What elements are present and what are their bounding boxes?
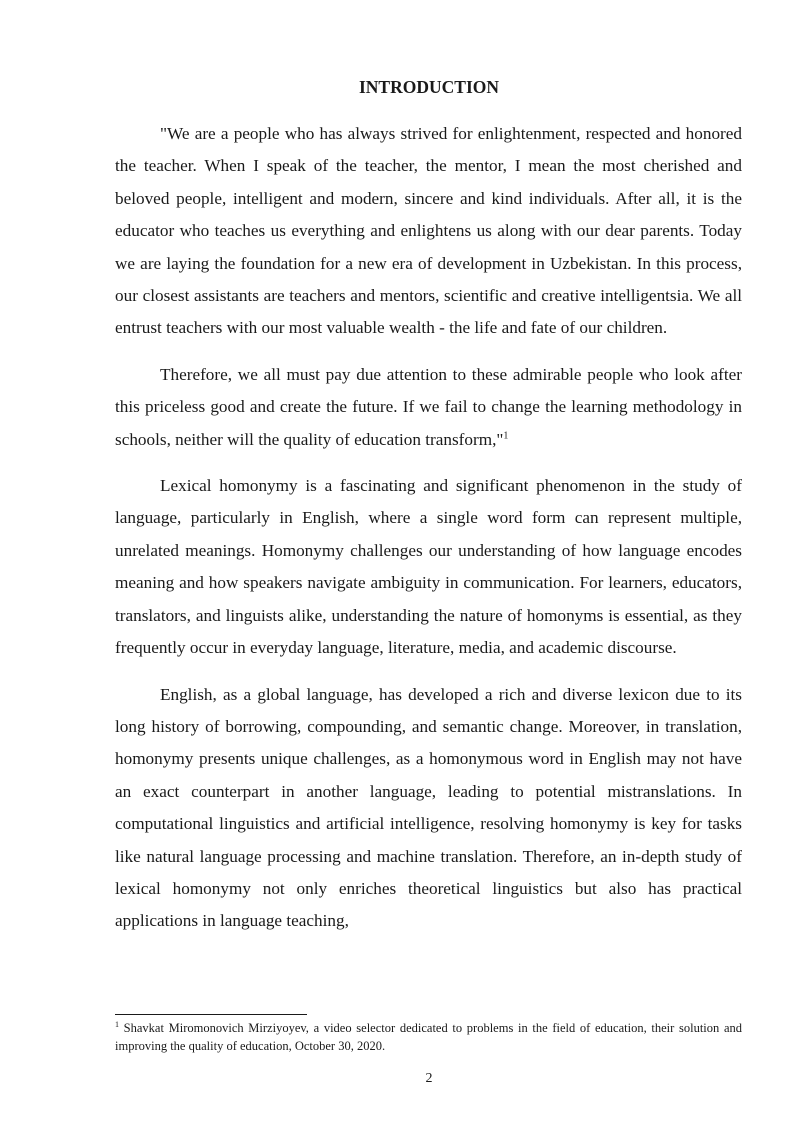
footnote [115, 1019, 742, 1055]
footnote-text: Shavkat Miromonovich Mirziyoyev, a video selector dedicated to problems in the field of education, their solution and improving the quality of education, October 30, 2020. [115, 1021, 742, 1053]
footnote-reference[interactable]: 1 [503, 429, 509, 441]
body-text [115, 118, 742, 938]
footnote-divider [115, 1014, 307, 1015]
paragraph-homonymy-definition: Lexical homonymy is a fascinating and significant phenomenon in the study of language, particularly in English, where a single word form can represent multiple, unrelated meanings. Homonymy challenges our understanding of how language encodes meaning and how speakers navigate ambiguity in communication. For learners, educators, translators, and linguists alike, understanding the nature of homonyms is essential, as they frequently occur in everyday language, literature, media, and academic discourse. [115, 476, 742, 658]
footnote-marker: 1 [115, 1019, 119, 1029]
paragraph-quote-2-text: Therefore, we all must pay due attention to these admirable people who look after this priceless good and create the future. If we fail to change the learning methodology in schools, neither will the quality of education transform," [115, 364, 742, 449]
paragraph-quote-1: "We are a people who has always strived for enlightenment, respected and honored the teacher. When I speak of the teacher, the mentor, I mean the most cherished and beloved people, intelligent and modern, sincere and kind individuals. After all, it is the educator who teaches us everything and enlightens us along with our dear parents. Today we are laying the foundation for a new era of development in Uzbekistan. In this process, our closest assistants are teachers and mentors, scientific and creative intelligentsia. We all entrust teachers with our most valuable wealth - the life and fate of our children. [115, 124, 742, 338]
page-title: INTRODUCTION [358, 77, 500, 97]
paragraph-quote-2 [115, 359, 742, 456]
paragraph-english-lexicon: English, as a global language, has developed a rich and diverse lexicon due to its long history of borrowing, compounding, and semantic change. Moreover, in translation, homonymy presents unique challenges, as a homonymous word in English may not have an exact counterpart in another language, leading to potential mistranslations. In computational linguistics and artificial intelligence, resolving homonymy is key for tasks like natural language processing and machine translation. Therefore, an in-depth study of lexical homonymy not only enriches theoretical linguistics but also has practical applications in language teaching, [115, 684, 742, 931]
page-number: 2 [425, 1071, 433, 1086]
